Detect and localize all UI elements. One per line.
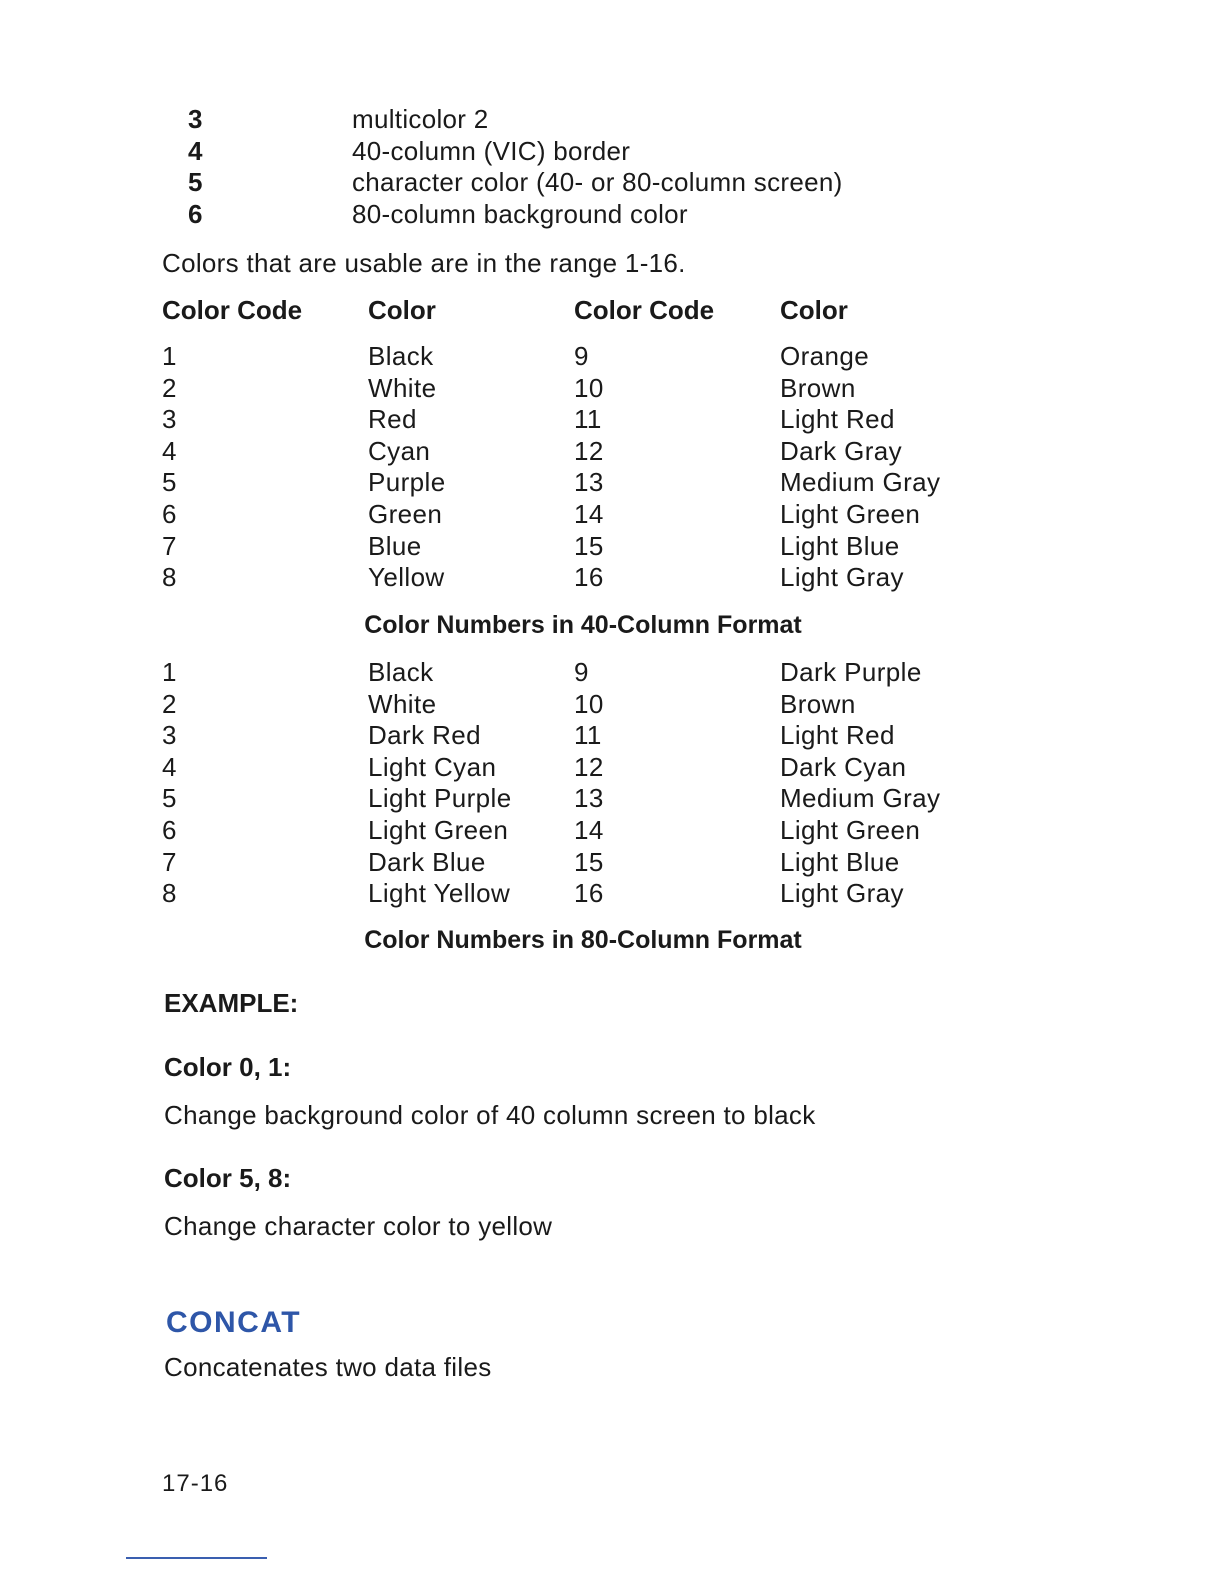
table-row: [162, 783, 982, 815]
color-name: Yellow: [368, 562, 445, 593]
page-number: 17-16: [162, 1470, 229, 1497]
color-code: 9: [574, 341, 589, 371]
header-color: Color: [368, 295, 436, 325]
table-row: [162, 847, 982, 879]
color-code: 10: [574, 372, 604, 403]
color-name: Light Green: [368, 814, 509, 845]
color-code: 15: [574, 530, 604, 561]
register-description: 40-column (VIC) border: [352, 135, 631, 166]
table-caption-40-column: Color Numbers in 40-Column Format: [364, 611, 802, 639]
color-code: 6: [162, 498, 177, 529]
color-code: 11: [574, 404, 602, 435]
example-description: Change background color of 40 column screen to black: [164, 1100, 816, 1130]
color-code: 8: [162, 562, 177, 593]
color-code: 9: [574, 657, 589, 687]
color-name: Dark Cyan: [780, 751, 907, 782]
color-code: 14: [574, 814, 604, 845]
color-name: Dark Gray: [780, 435, 903, 466]
color-name: Blue: [368, 530, 422, 561]
color-name: Medium Gray: [780, 783, 941, 814]
color-name: Dark Blue: [368, 846, 486, 877]
color-name: Purple: [368, 467, 446, 498]
example-code: Color 5, 8:: [164, 1163, 292, 1193]
color-code: 5: [162, 467, 177, 498]
color-name: Light Cyan: [368, 751, 497, 782]
color-code: 8: [162, 878, 177, 909]
register-row: [188, 136, 843, 168]
color-code: 7: [162, 530, 177, 561]
table-row: [162, 562, 982, 594]
color-code: 2: [162, 372, 177, 403]
color-code: 13: [574, 467, 604, 498]
table-row: [162, 531, 982, 563]
color-name: White: [368, 688, 437, 719]
color-code: 16: [574, 562, 604, 593]
color-code: 3: [162, 404, 177, 435]
register-description: 80-column background color: [352, 198, 688, 229]
register-row: [188, 199, 843, 231]
color-code: 10: [574, 688, 604, 719]
color-table-80-column: [162, 657, 982, 910]
color-code: 12: [574, 751, 604, 782]
color-code: 15: [574, 846, 604, 877]
color-code: 1: [162, 341, 177, 371]
color-code: 7: [162, 846, 177, 877]
color-name: Light Blue: [780, 530, 900, 561]
table-row: [162, 878, 982, 910]
table-row: [162, 373, 982, 405]
register-number: 6: [188, 198, 203, 229]
register-number: 4: [188, 135, 203, 166]
register-number: 5: [188, 167, 203, 198]
header-color: Color: [780, 295, 848, 325]
color-name: Black: [368, 657, 434, 687]
color-name: Light Red: [780, 720, 895, 751]
color-code: 6: [162, 814, 177, 845]
color-code: 14: [574, 498, 604, 529]
color-table-40-column: [162, 294, 982, 594]
color-code: 4: [162, 751, 177, 782]
table-row: [162, 815, 982, 847]
color-name: Dark Purple: [780, 657, 922, 687]
color-name: Light Yellow: [368, 878, 511, 909]
table-row: [162, 752, 982, 784]
example-description: Change character color to yellow: [164, 1211, 553, 1241]
table-row: [162, 404, 982, 436]
register-list: [188, 104, 843, 230]
register-row: [188, 167, 843, 199]
color-name: Cyan: [368, 435, 431, 466]
color-name: Brown: [780, 688, 856, 719]
color-code: 12: [574, 435, 604, 466]
color-name: Light Gray: [780, 878, 904, 909]
color-name: Brown: [780, 372, 856, 403]
color-name: Light Blue: [780, 846, 900, 877]
table-row: [162, 341, 982, 373]
color-name: Dark Red: [368, 720, 482, 751]
table-caption-80-column: Color Numbers in 80-Column Format: [364, 926, 802, 954]
color-code: 16: [574, 878, 604, 909]
color-code: 4: [162, 435, 177, 466]
color-code: 1: [162, 657, 177, 687]
table-row: [162, 689, 982, 721]
color-code: 3: [162, 720, 177, 751]
header-color-code: Color Code: [162, 295, 303, 325]
register-row: [188, 104, 843, 136]
color-name: Red: [368, 404, 417, 435]
color-name: Light Green: [780, 498, 921, 529]
color-name: Black: [368, 341, 434, 371]
color-code: 5: [162, 783, 177, 814]
color-code: 2: [162, 688, 177, 719]
command-description: Concatenates two data files: [164, 1352, 492, 1382]
color-name: Green: [368, 498, 443, 529]
color-name: White: [368, 372, 437, 403]
color-name: Light Green: [780, 814, 921, 845]
color-name: Light Purple: [368, 783, 512, 814]
color-name: Orange: [780, 341, 870, 371]
footer-rule: [126, 1557, 267, 1559]
table-row: [162, 467, 982, 499]
table-row: [162, 436, 982, 468]
color-code: 13: [574, 783, 604, 814]
table-row: [162, 720, 982, 752]
color-name: Light Red: [780, 404, 895, 435]
header-color-code: Color Code: [574, 295, 715, 325]
example-code: Color 0, 1:: [164, 1052, 292, 1082]
color-code: 11: [574, 720, 602, 751]
example-heading: EXAMPLE:: [164, 988, 299, 1018]
table-row: [162, 657, 982, 689]
table-header-row: [162, 294, 982, 326]
color-name: Light Gray: [780, 562, 904, 593]
command-title: CONCAT: [166, 1306, 302, 1339]
register-description: character color (40- or 80-column screen): [352, 167, 843, 198]
usable-range-note: Colors that are usable are in the range 1-16.: [162, 248, 686, 278]
table-row: [162, 499, 982, 531]
color-name: Medium Gray: [780, 467, 941, 498]
register-description: multicolor 2: [352, 104, 489, 134]
register-number: 3: [188, 104, 203, 134]
